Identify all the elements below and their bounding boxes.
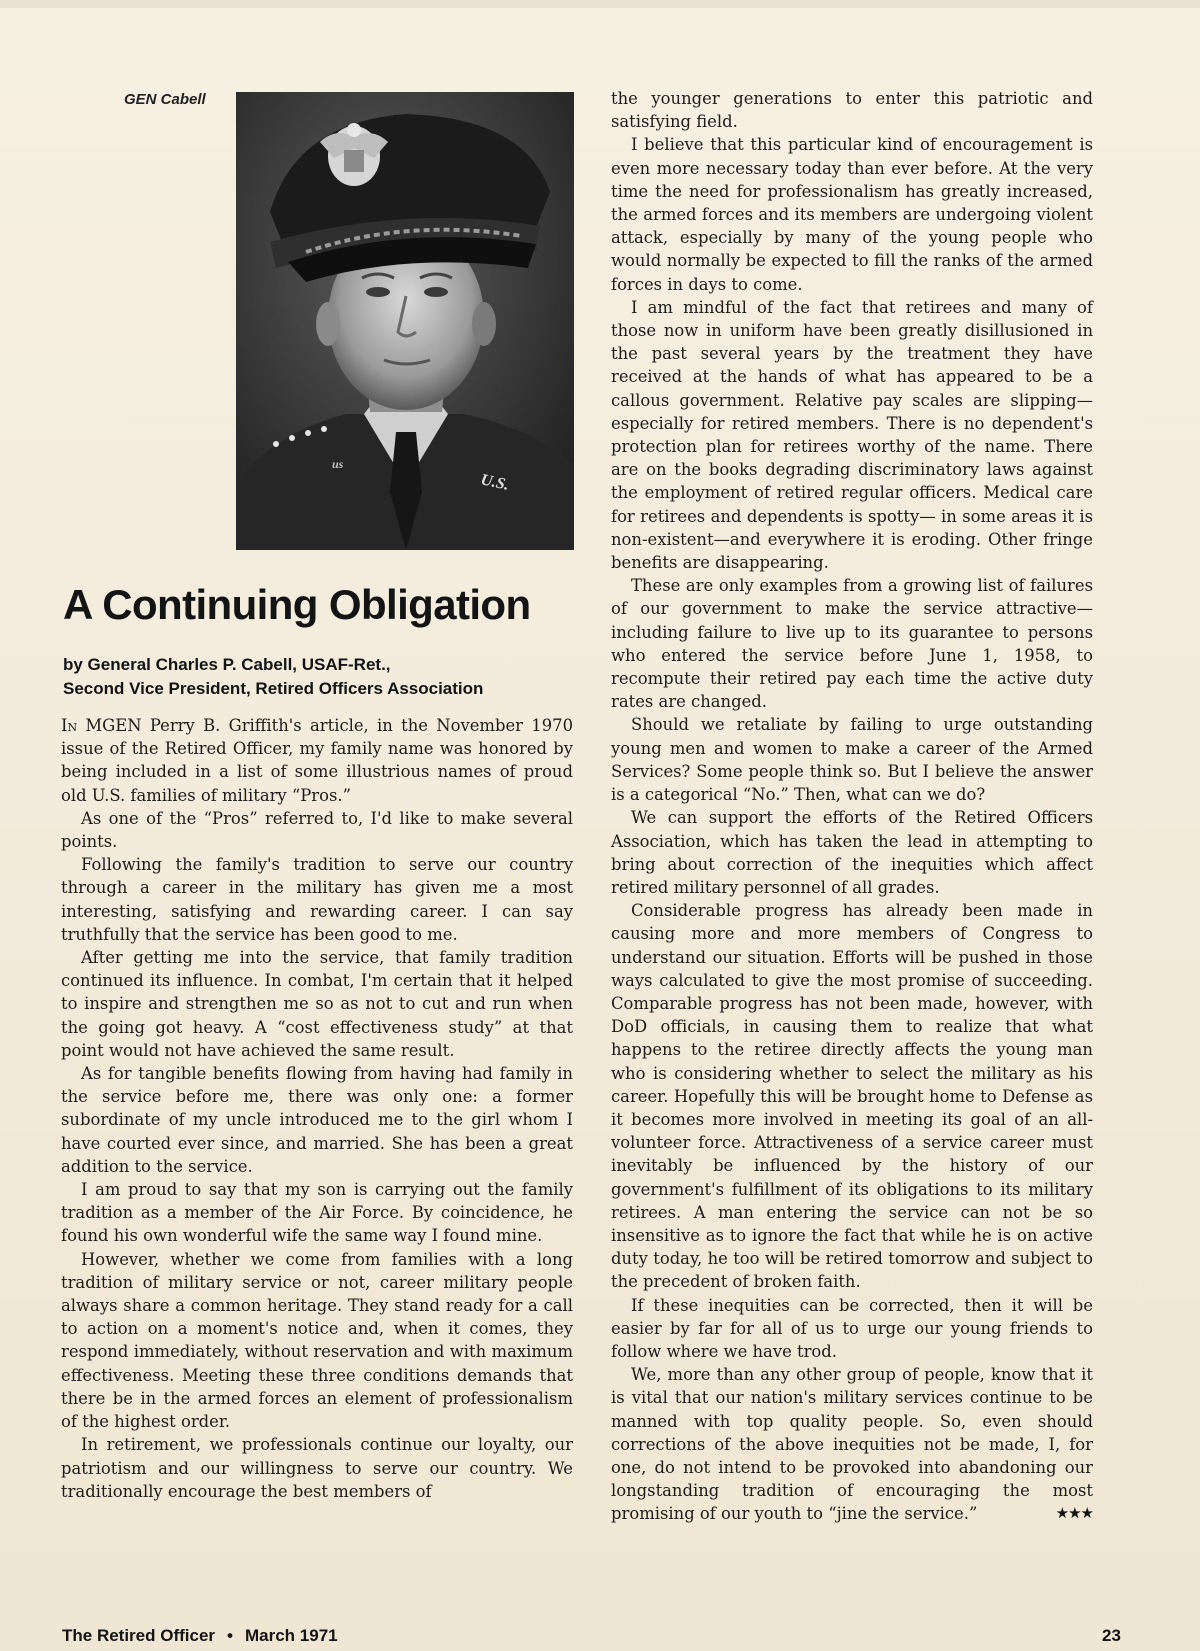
portrait-illustration: [236, 92, 574, 550]
publication-name: The Retired Officer: [62, 1626, 216, 1645]
collar-insignia: U.S.: [479, 471, 511, 494]
body-paragraph: I believe that this particular kind of encouragement is even more necessary today than ever before. At the very time the need for professionalism has greatly increased, the armed forces and its members are undergoing violent attack, especially by many of the young people who would normally be expected to fill the ranks of the armed forces in days to come.: [611, 135, 1093, 294]
body-paragraph: As for tangible benefits flowing from having had family in the service before me, there was only one: a former subordinate of my uncle introduced me to the girl whom I have courted ever since, and married. She has been a great addition to the service.: [61, 1064, 573, 1176]
body-paragraph: I am proud to say that my son is carrying out the family tradition as a member of the Air Force. By coincidence, he found his own wonderful wife the same way I found mine.: [61, 1180, 573, 1246]
body-paragraph: Considerable progress has already been made in causing more and more members of Congress to understand our situation. Efforts will be pushed in those ways calculated to give the most promise of succeeding. Comparable progress has not been made, however, with DoD officials, in causing them to realize that what happens to the retiree directly affects the young man who is considering whether to select the military as his career. Hopefully this will be brought home to Defense as it becomes more involved in meeting its goal of an all-volunteer force. Attractiveness of a service career must inevitably be influenced by the history of our government's fulfillment of its obligations to its military retirees. A man entering the service can not be so insensitive as to ignore the fact that while he is on active duty today, he too will be retired tomorrow and subject to the precedent of broken faith.: [611, 901, 1093, 1292]
byline: [63, 653, 483, 701]
body-paragraph: We can support the efforts of the Retired Officers Association, which has taken the lead in attempting to bring about correction of the inequities which affect retired military personnel of all grades.: [611, 808, 1093, 897]
svg-text:us: us: [332, 457, 344, 471]
top-margin: [0, 0, 1200, 8]
body-paragraph: In retirement, we professionals continue our loyalty, our patriotism and our willingness to serve our country. We traditionally encourage the best members of: [61, 1435, 573, 1501]
footer-publication: [62, 1626, 338, 1646]
body-paragraph: Following the family's tradition to serve our country through a career in the military has given me a most interesting, satisfying and rewarding career. I can say truthfully that the service has been good to me.: [61, 855, 573, 944]
continued-paragraph: the younger generations to enter this patriotic and satisfying field.: [611, 89, 1093, 132]
issue-date: March 1971: [245, 1626, 338, 1645]
portrait-photo: [236, 92, 574, 550]
page-number: 23: [1102, 1626, 1121, 1645]
final-paragraph: [611, 1363, 1093, 1525]
body-paragraph: If these inequities can be corrected, then it will be easier by far for all of us to urge our young friends to follow where we have trod.: [611, 1295, 1093, 1361]
end-mark-stars: ★★★: [1055, 1504, 1093, 1523]
footer-separator: •: [227, 1626, 233, 1645]
body-paragraph: As one of the “Pros” referred to, I'd like to make several points.: [61, 808, 573, 852]
lead-word: In: [61, 716, 78, 735]
body-paragraph: Should we retaliate by failing to urge outstanding young men and women to make a career of the Armed Services? Some people think so. But I believe the answer is a categorical “No.” Then, what can we do?: [611, 715, 1093, 805]
body-paragraph: I am mindful of the fact that retirees and many of those now in uniform have been greatly disillusioned in the past several years by the treatment they have received at the hands of what has appeared to be a callous government. Relative pay scales are slipping— especially for retired members. There is no dependent's protection plan for retirees worthy of the name. There are on the books degrading discriminatory laws against the employment of retired regular officers. Medical care for retirees and dependents is spotty— in some areas it is non-existent—and everywhere it is eroding. Other fringe benefits are disappearing.: [611, 297, 1093, 573]
photo-caption: GEN Cabell: [124, 91, 206, 108]
right-column: [611, 87, 1093, 1526]
body-paragraph: However, whether we come from families with a long tradition of military service or not, career military people always share a common heritage. They stand ready for a call to action on a moment's notice and, when it comes, they respond immediately, without reservation and with maximum effectiveness. Meeting these three conditions demands that there be in the armed forces an element of professionalism of the highest order.: [61, 1249, 573, 1432]
byline-author: by General Charles P. Cabell, USAF-Ret.,: [63, 655, 391, 674]
byline-title: Second Vice President, Retired Officers Association: [63, 679, 484, 698]
left-column: [61, 714, 573, 1503]
body-paragraph: After getting me into the service, that family tradition continued its influence. In combat, I'm certain that it helped to inspire and strengthen me so as not to cut and run when the going got heavy. A “cost effectiveness study” at that point would not have achieved the same result.: [61, 948, 573, 1060]
lead-text: MGEN Perry B. Griffith's article, in the November 1970 issue of the Retired Officer, my family name was honored by being included in a list of some illustrious names of proud old U.S. families of military “Pros.”: [61, 716, 573, 805]
body-paragraph: These are only examples from a growing list of failures of our government to make the service attractive—including failure to live up to its guarantee to persons who entered the service before June 1, 1958, to recompute their retired pay each time the active duty rates are changed.: [611, 576, 1093, 712]
lead-paragraph: [61, 714, 573, 807]
final-text: We, more than any other group of people, know that it is vital that our nation's military services continue to be manned with top quality people. So, even should corrections of the above inequities not be made, I, for one, do not intend to be provoked into abandoning our longstanding tradition of encouraging the most promising of our youth to “jine the service.”: [611, 1365, 1093, 1524]
article-title: A Continuing Obligation: [63, 581, 531, 628]
